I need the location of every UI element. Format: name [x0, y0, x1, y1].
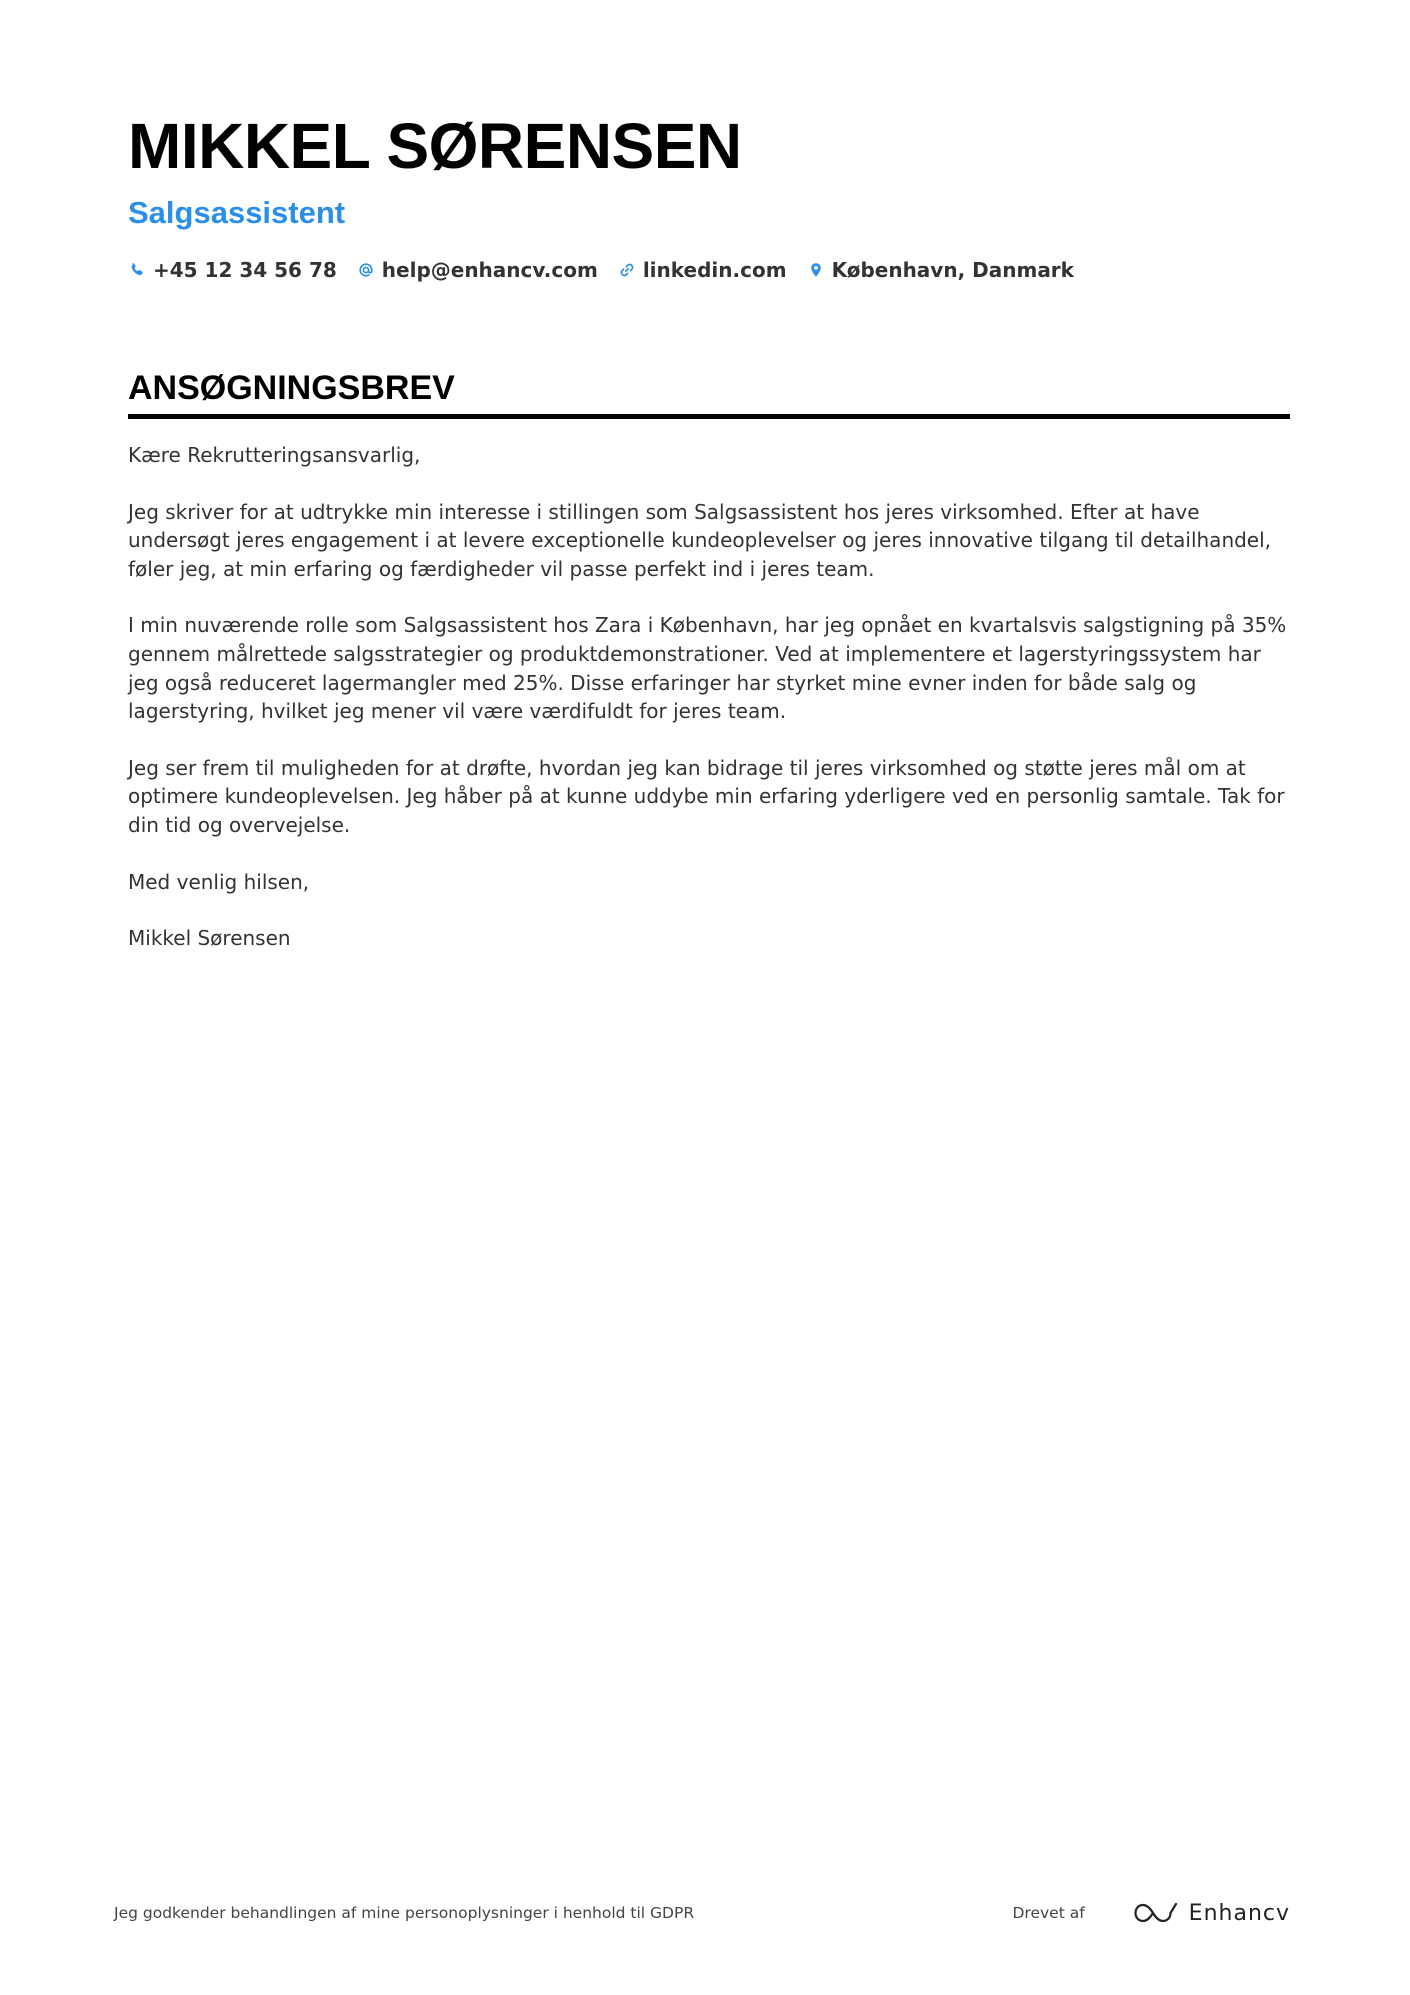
- header: [128, 108, 1288, 282]
- link-icon: [618, 261, 636, 279]
- contact-linkedin[interactable]: [618, 258, 787, 282]
- letter-paragraph: Jeg ser frem til muligheden for at drøfte, hvordan jeg kan bidrage til jeres virksomhed og støtte jeres mål om at optimere kundeoplevelsen. Jeg håber på at kunne uddybe min erfaring yderligere ved en personlig samtale. Tak for din tid og overvejelse.: [128, 755, 1285, 837]
- letter-signature: Mikkel Sørensen: [128, 926, 291, 951]
- contact-location: [807, 258, 1074, 282]
- section-divider: [128, 414, 1290, 419]
- letter-closing: Med venlig hilsen,: [128, 869, 310, 894]
- letter-body: [128, 441, 1290, 953]
- section-title: ANSØGNINGSBREV: [128, 369, 455, 407]
- candidate-name: MIKKEL SØRENSEN: [128, 110, 742, 182]
- branding: [1013, 1900, 1291, 1926]
- powered-by-label: Drevet af: [1012, 1904, 1085, 1922]
- contact-phone: [128, 258, 337, 282]
- enhancv-logo-icon: [1133, 1900, 1179, 1926]
- contact-email[interactable]: [357, 258, 598, 282]
- letter-greeting: Kære Rekrutteringsansvarlig,: [128, 443, 421, 467]
- gdpr-consent: Jeg godkender behandlingen af mine personoplysninger i henhold til GDPR: [114, 1904, 695, 1922]
- letter-paragraph: Jeg skriver for at udtrykke min interesse i stillingen som Salgsassistent hos jeres virksomhed. Efter at have undersøgt jeres engagement i at levere exceptionelle kundeoplevelser og jeres innovative tilgang til detailhandel, føler jeg, at min erfaring og færdigheder vil passe perfekt ind i jeres team.: [128, 499, 1272, 581]
- phone-icon: [128, 261, 146, 279]
- brand-name: Enhancv: [1188, 1900, 1290, 1926]
- enhancv-logo-link[interactable]: [1133, 1900, 1290, 1926]
- location-pin-icon: [807, 261, 825, 279]
- phone-text: +45 12 34 56 78: [153, 258, 337, 282]
- footer: [114, 1893, 1290, 1933]
- letter-section: [128, 366, 1290, 981]
- location-text: København, Danmark: [831, 258, 1074, 282]
- at-icon: [357, 261, 375, 279]
- job-title: Salgsassistent: [128, 195, 346, 230]
- email-text[interactable]: help@enhancv.com: [381, 258, 598, 282]
- linkedin-text[interactable]: linkedin.com: [642, 258, 787, 282]
- contact-info: [128, 258, 1288, 282]
- letter-paragraph: I min nuværende rolle som Salgsassistent hos Zara i København, har jeg opnået en kvartalsvis salgstigning på 35% gennem målrettede salgsstrategier og produktdemonstrationer. Ved at implementere et lagerstyringssystem har jeg også reduceret lagermangler med 25%. Disse erfaringer har styrket mine evner inden for både salg og lagerstyring, hvilket jeg mener vil være værdifuldt for jeres team.: [128, 613, 1287, 724]
